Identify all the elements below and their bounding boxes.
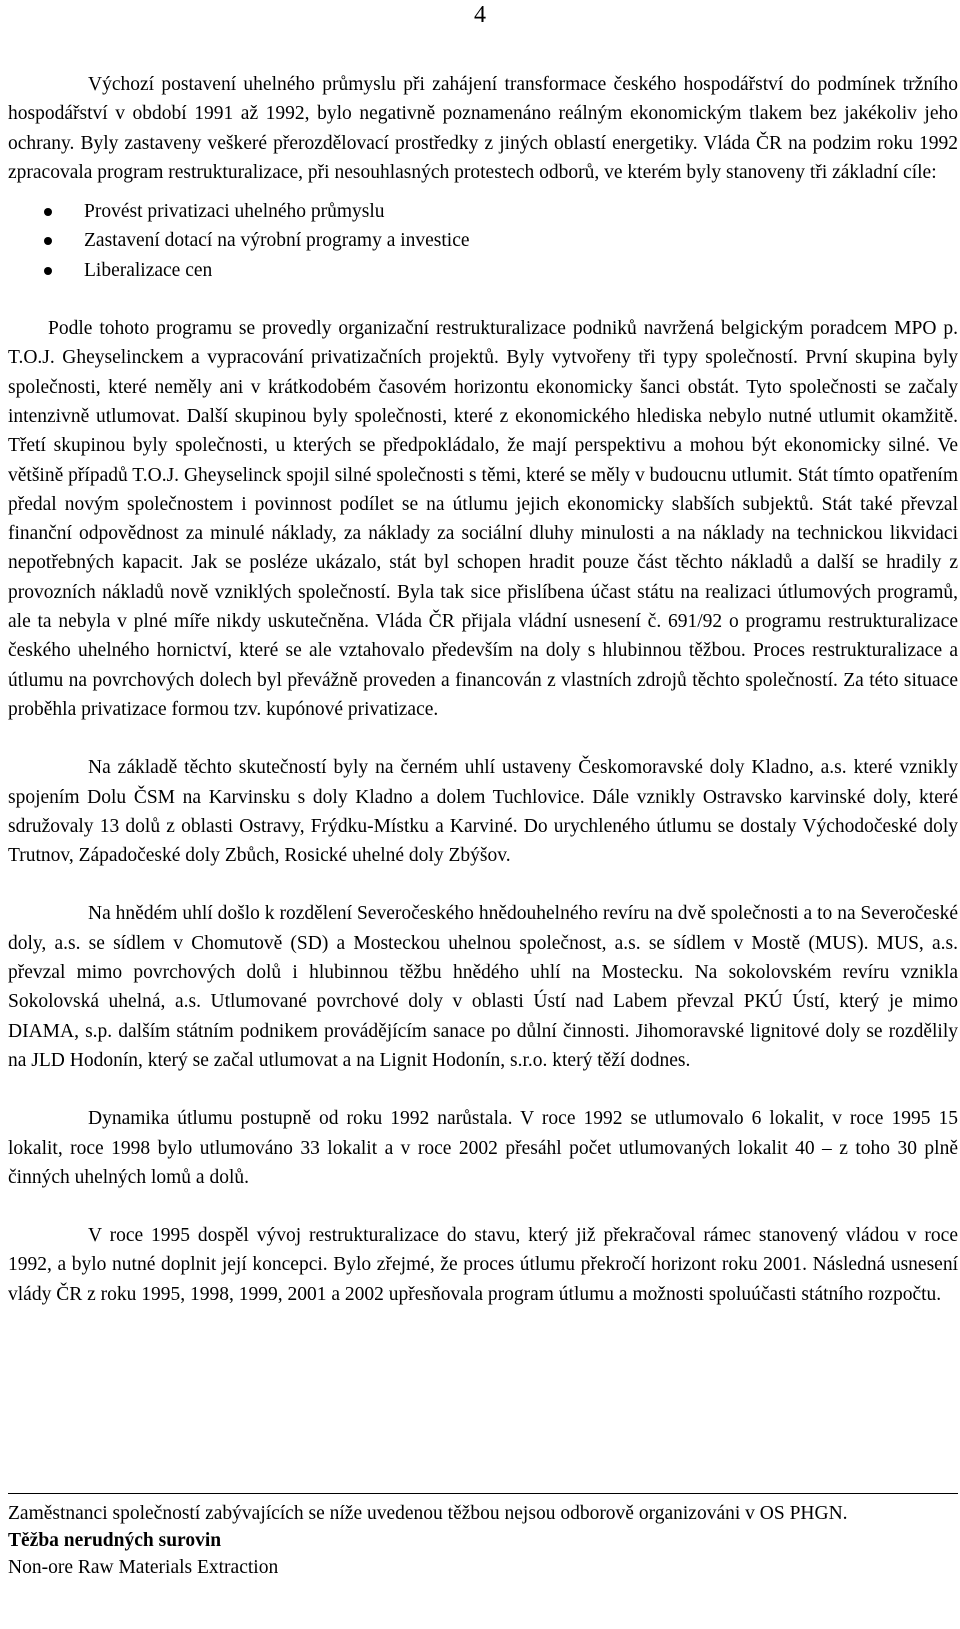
- document-page: [8, 0, 958, 1629]
- paragraph-dynamics: Dynamika útlumu postupně od roku 1992 narůstala. V roce 1992 se utlumovalo 6 lokalit, v roce 1995 15 lokalit, roce 1998 bylo utlumováno 33 lokalit a v roce 2002 přesáhl počet utlumovaných lokalit 40 – z toho 30 plně činných uhelných lomů a dolů.: [8, 1108, 958, 1188]
- list-item: Zastavení dotací na výrobní programy a investice: [8, 226, 958, 255]
- footnote: [8, 1493, 958, 1581]
- section-heading-en: Non-ore Raw Materials Extraction: [8, 1557, 279, 1578]
- list-item: Provést privatizaci uhelného průmyslu: [8, 197, 958, 226]
- goals-list: [8, 197, 958, 285]
- paragraph-restructuring: Podle tohoto programu se provedly organizační restrukturalizace podniků navržená belgickým poradcem MPO p. T.O.J. Gheyselinckem a vypracování privatizačních projektů. Byly vytvořeny tři typy společností. První skupina byly společnosti, které neměly ani v krátkodobém časovém horizontu ekonomicky šanci obstát. Tyto společnosti se začaly intenzivně utlumovat. Další skupinou byly společnosti, které z ekonomického hlediska nebylo nutné utlumit okamžitě. Třetí skupinou byly společnosti, u kterých se předpokládalo, že mají perspektivu a mohou být ekonomicky silné. Ve většině případů T.O.J. Gheyselinck spojil silné společnosti s těmi, které se měly v budoucnu utlumit. Stát tímto opatřením předal novým společnostem i povinnost podílet se na útlumu jejich ekonomicky slabších subjektů. Stát také převzal finanční odpovědnost za minulé náklady, za náklady za sociální dluhy minulosti a na náklady na technickou likvidaci nepotřebných kapacit. Jak se posléze ukázalo, stát byl schopen hradit pouze část těchto nákladů a další se hradily z provozních nákladů nově vzniklých společností. Byla tak sice přislíbena účast státu na realizaci útlumových programů, ale ta nebyla v plné míře nikdy uskutečněna. Vláda ČR přijala vládní usnesení č. 691/92 o programu restrukturalizace českého uhelného hornictví, které se ale vztahovalo především na doly s hlubinnou těžbou. Proces restrukturalizace a útlumu na povrchových dolech byl převážně proveden a financován z vlastních zdrojů těchto společností. Za této situace proběhla privatizace formou tzv. kupónové privatizace.: [8, 318, 958, 720]
- section-heading-cz: Těžba nerudných surovin: [8, 1530, 222, 1551]
- paragraph-1995: V roce 1995 dospěl vývoj restrukturalizace do stavu, který již překračoval rámec stanovený vládou v roce 1992, a bylo nutné doplnit její koncepci. Bylo zřejmé, že proces útlumu překročí horizont roku 2001. Následná usnesení vlády ČR z roku 1995, 1998, 1999, 2001 a 2002 upřesňovala program útlumu a možnosti spoluúčasti státního rozpočtu.: [8, 1225, 958, 1305]
- paragraph-intro: Výchozí postavení uhelného průmyslu při zahájení transformace českého hospodářství do podmínek tržního hospodářství v období 1991 až 1992, bylo negativně poznamenáno reálným ekonomickým tlakem bez jakékoliv jeho ochrany. Byly zastaveny veškeré přerozdělovací prostředky z jiných oblastí energetiky. Vláda ČR na podzim roku 1992 zpracovala program restrukturalizace, při nesouhlasných protestech odborů, ve kterém byly stanoveny tři základní cíle:: [8, 74, 958, 183]
- bullet-icon: [44, 237, 52, 245]
- bullet-icon: [44, 208, 52, 216]
- bullet-icon: [44, 267, 52, 275]
- page-number: 4: [474, 2, 486, 28]
- list-item: Liberalizace cen: [8, 256, 958, 285]
- body-text: [8, 70, 958, 1309]
- footnote-text: Zaměstnanci společností zabývajících se níže uvedenou těžbou nejsou odborově organizováni v OS PHGN.: [8, 1503, 848, 1524]
- paragraph-black-coal: Na základě těchto skutečností byly na černém uhlí ustaveny Českomoravské doly Kladno, a.s. které vznikly spojením Dolu ČSM na Karvinsku s doly Kladno a dolem Tuchlovice. Dále vznikly Ostravsko karvinské doly, které sdružovaly 13 dolů z oblasti Ostravy, Frýdku-Místku a Karviné. Do urychleného útlumu se dostaly Východočeské doly Trutnov, Západočeské doly Zbůch, Rosické uhelné doly Zbýšov.: [8, 757, 958, 867]
- paragraph-brown-coal: Na hnědém uhlí došlo k rozdělení Severočeského hnědouhelného revíru na dvě společnosti a to na Severočeské doly, a.s. se sídlem v Chomutově (SD) a Mosteckou uhelnou společnost, a.s. se sídlem v Mostě (MUS). MUS, a.s. převzal mimo povrchových dolů i hlubinnou těžbu hnědého uhlí na Mostecku. Na sokolovském revíru vznikla Sokolovská uhelná, a.s. Utlumované povrchové doly v oblasti Ústí nad Labem převzal PKÚ Ústí, který je mimo DIAMA, s.p. dalším státním podnikem provádějícím sanace po důlní činnosti. Jihomoravské lignitové doly se rozdělily na JLD Hodonín, který se začal utlumovat a na Lignit Hodonín, s.r.o. který těží dodnes.: [8, 903, 958, 1071]
